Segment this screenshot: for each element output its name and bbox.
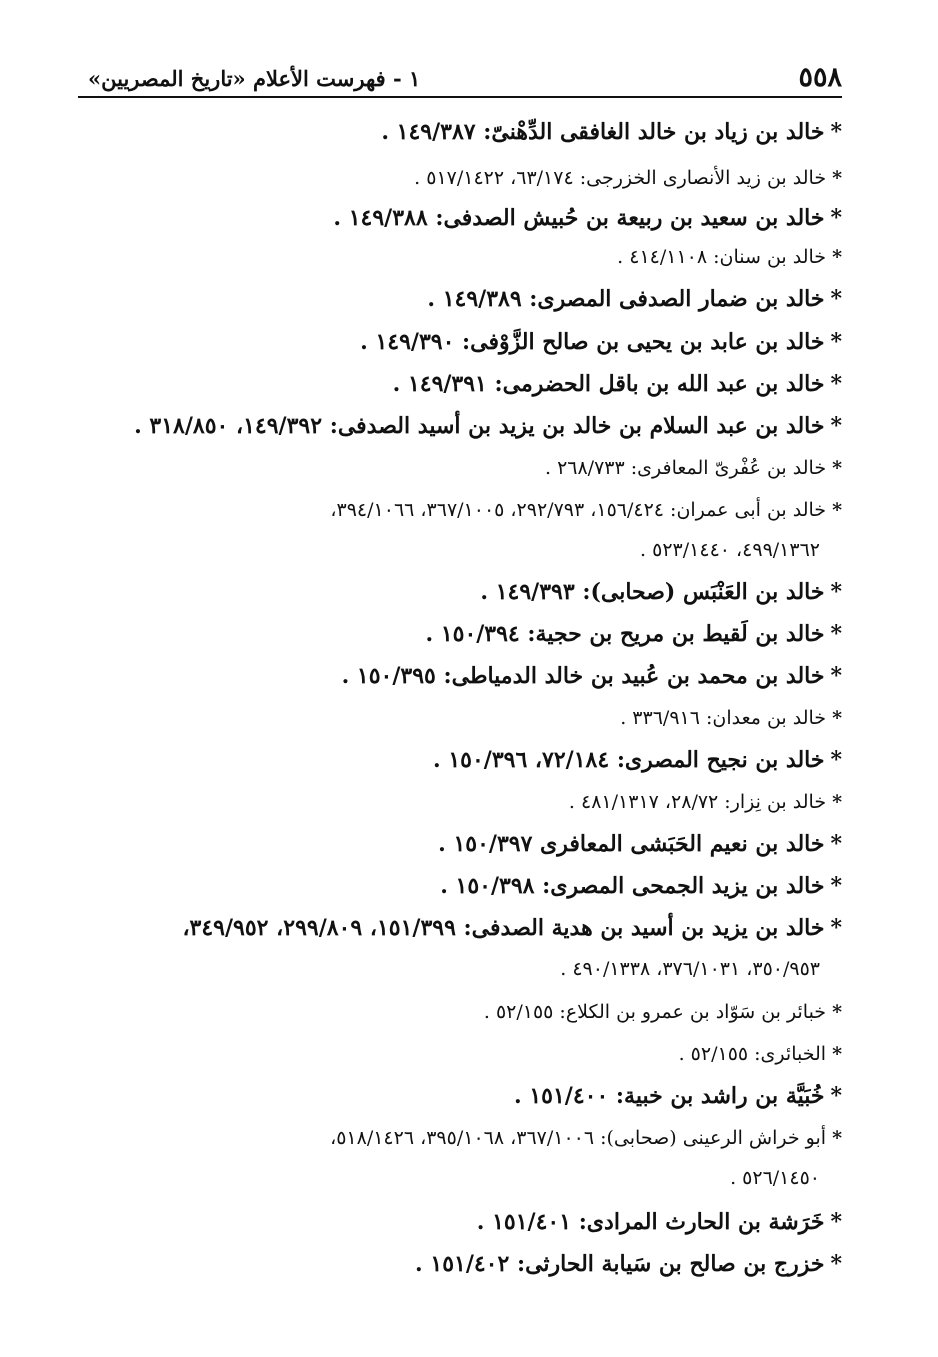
entry-marker: * bbox=[832, 167, 842, 189]
entry-text: خالد بن نعيم الحَبَشى المعافرى ١٥٠/٣٩٧ . bbox=[438, 831, 825, 857]
entry-text: خَرَشة بن الحارث المرادى: ١٥١/٤٠١ . bbox=[476, 1209, 825, 1235]
index-entry bbox=[620, 704, 842, 732]
entry-marker: * bbox=[830, 119, 842, 145]
entry-text: خالد بن أبى عمران: ١٥٦/٤٢٤، ٢٩٢/٧٩٣، ٣٦٧/١٠٠٥، ٣٩٤/١٠٦٦، bbox=[330, 499, 827, 521]
entry-text: خالد بن العَنْبَس (صحابى): ١٤٩/٣٩٣ . bbox=[480, 579, 825, 605]
entry-text: خُبَيَّة بن راشد بن خبية: ١٥١/٤٠٠ . bbox=[514, 1083, 825, 1109]
entry-continuation: ٥٢٦/١٤٥٠ . bbox=[730, 1167, 820, 1189]
index-entry bbox=[545, 454, 842, 482]
index-entry bbox=[414, 164, 842, 192]
entry-marker: * bbox=[830, 747, 842, 773]
index-entry bbox=[182, 914, 842, 942]
index-entry bbox=[333, 204, 842, 232]
index-entry bbox=[415, 1250, 842, 1278]
entry-text: الخبائرى: ٥٢/١٥٥ . bbox=[678, 1043, 827, 1065]
index-entry bbox=[330, 1124, 842, 1152]
index-entry bbox=[438, 830, 842, 858]
entry-marker: * bbox=[830, 329, 842, 355]
entry-marker: * bbox=[830, 663, 842, 689]
index-entry bbox=[514, 1082, 842, 1110]
index-entry bbox=[679, 1040, 842, 1068]
entry-marker: * bbox=[832, 246, 842, 268]
index-entry bbox=[393, 370, 842, 398]
running-title: ١ - فهرست الأعلام «تاريخ المصريين» bbox=[88, 66, 421, 91]
entry-text: خزرج بن صالح بن سَيابة الحارثى: ١٥١/٤٠٢ . bbox=[415, 1251, 825, 1277]
entry-text: خالد بن نِزار: ٢٨/٧٢، ٤٨١/١٣١٧ . bbox=[568, 791, 827, 813]
entry-marker: * bbox=[830, 286, 842, 312]
entry-text: خالد بن زياد بن خالد الغافقى الدِّهْنىّ: ١٤٩/٣٨٧ . bbox=[381, 119, 825, 145]
entry-marker: * bbox=[830, 413, 842, 439]
index-entry bbox=[617, 243, 842, 271]
page-number: ٥٥٨ bbox=[798, 62, 842, 93]
entry-continuation: ٣٥٠/٩٥٣، ٣٧٦/١٠٣١، ٤٩٠/١٣٣٨ . bbox=[560, 958, 820, 980]
entry-marker: * bbox=[832, 707, 842, 729]
entry-marker: * bbox=[832, 791, 842, 813]
entry-text: خالد بن سعيد بن ربيعة بن حُبيش الصدفى: ١٤٩/٣٨٨ . bbox=[333, 205, 825, 231]
entry-marker: * bbox=[830, 831, 842, 857]
entry-marker: * bbox=[832, 1127, 842, 1149]
entry-marker: * bbox=[832, 1001, 842, 1023]
index-entry bbox=[342, 662, 842, 690]
entry-marker: * bbox=[830, 621, 842, 647]
entry-text: خالد بن عبد السلام بن خالد بن يزيد بن أسيد الصدفى: ١٤٩/٣٩٢، ٣١٨/٨٥٠ . bbox=[134, 413, 825, 439]
entry-marker: * bbox=[830, 1251, 842, 1277]
entry-marker: * bbox=[830, 1083, 842, 1109]
index-entry bbox=[480, 578, 842, 606]
index-entry bbox=[433, 746, 842, 774]
index-entry bbox=[330, 496, 842, 524]
entry-text: خالد بن ضمار الصدفى المصرى: ١٤٩/٣٨٩ . bbox=[427, 286, 825, 312]
entry-marker: * bbox=[830, 1209, 842, 1235]
index-entry bbox=[425, 620, 842, 648]
entry-text: أبو خراش الرعينى (صحابى): ٣٦٧/١٠٠٦، ٣٩٥/١٠٦٨، ٥١٨/١٤٢٦، bbox=[330, 1127, 827, 1149]
entry-text: خالد بن يزيد الجمحى المصرى: ١٥٠/٣٩٨ . bbox=[440, 873, 825, 899]
index-entry bbox=[484, 998, 842, 1026]
index-entry bbox=[569, 788, 842, 816]
entry-marker: * bbox=[830, 579, 842, 605]
entry-text: خبائر بن سَوّاد بن عمرو بن الكلاع: ٥٢/١٥٥ . bbox=[483, 1001, 827, 1023]
index-entry bbox=[477, 1208, 842, 1236]
entry-marker: * bbox=[830, 915, 842, 941]
entry-text: خالد بن معدان: ٣٣٦/٩١٦ . bbox=[620, 707, 827, 729]
entry-marker: * bbox=[832, 457, 842, 479]
entry-text: خالد بن محمد بن عُبيد بن خالد الدمياطى: ١٥٠/٣٩٥ . bbox=[341, 663, 825, 689]
entry-text: خالد بن لَقيط بن مريح بن حجية: ١٥٠/٣٩٤ . bbox=[425, 621, 825, 647]
entry-text: خالد بن عبد الله بن باقل الحضرمى: ١٤٩/٣٩١ . bbox=[392, 371, 825, 397]
page-header bbox=[78, 58, 842, 98]
entry-marker: * bbox=[830, 205, 842, 231]
entry-marker: * bbox=[832, 1043, 842, 1065]
index-entry bbox=[360, 328, 842, 356]
index-entry bbox=[134, 412, 842, 440]
entry-marker: * bbox=[832, 499, 842, 521]
entry-marker: * bbox=[830, 371, 842, 397]
entry-text: خالد بن سنان: ٤١٤/١١٠٨ . bbox=[617, 246, 827, 268]
index-entry bbox=[440, 872, 842, 900]
entry-text: خالد بن زيد الأنصارى الخزرجى: ٦٣/١٧٤، ٥١٧/١٤٢٢ . bbox=[414, 167, 827, 189]
entry-marker: * bbox=[830, 873, 842, 899]
entry-text: خالد بن عُفْرىّ المعافرى: ٢٦٨/٧٣٣ . bbox=[544, 457, 827, 479]
entry-continuation: ٤٩٩/١٣٦٢، ٥٢٣/١٤٤٠ . bbox=[640, 539, 820, 561]
index-entry bbox=[381, 118, 842, 146]
entry-text: خالد بن عابد بن يحيى بن صالح الزَّوْفى: ١٤٩/٣٩٠ . bbox=[360, 329, 825, 355]
entry-text: خالد بن نجيح المصرى: ٧٢/١٨٤، ١٥٠/٣٩٦ . bbox=[433, 747, 825, 773]
entry-text: خالد بن يزيد بن أسيد بن هدية الصدفى: ١٥١/٣٩٩، ٢٩٩/٨٠٩، ٣٤٩/٩٥٢، bbox=[182, 915, 825, 941]
index-entry bbox=[427, 285, 842, 313]
